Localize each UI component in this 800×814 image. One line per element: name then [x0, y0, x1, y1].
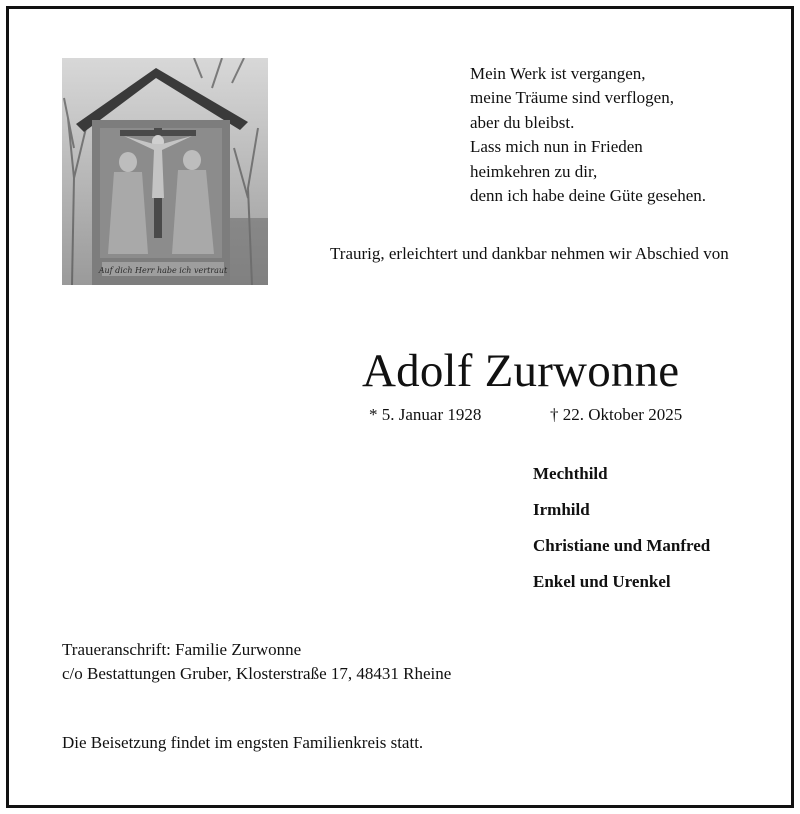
- poem-line: Lass mich nun in Frieden: [470, 137, 643, 157]
- wayside-cross-photo: [62, 58, 268, 285]
- mourner-name: Christiane und Manfred: [533, 536, 711, 555]
- mourner-name: Enkel und Urenkel: [533, 572, 671, 591]
- deceased-name: Adolf Zurwonne: [362, 345, 680, 397]
- poem: [470, 62, 706, 208]
- poem-line: heimkehren zu dir,: [470, 161, 598, 181]
- address-line: c/o Bestattungen Gruber, Klosterstraße 17, 48431 Rheine: [62, 664, 452, 683]
- mourner-name: Irmhild: [533, 500, 590, 519]
- address-line: Traueranschrift: Familie Zurwonne: [62, 640, 302, 659]
- death-date: † 22. Oktober 2025: [550, 405, 683, 424]
- mourners-list: [533, 462, 710, 606]
- poem-line: aber du bleibst.: [470, 112, 575, 132]
- poem-line: Mein Werk ist vergangen,: [470, 64, 646, 83]
- birth-date: * 5. Januar 1928: [369, 405, 482, 424]
- poem-line: meine Träume sind verflogen,: [470, 88, 674, 108]
- burial-note: Die Beisetzung findet im engsten Familienkreis statt.: [62, 733, 424, 752]
- mourning-address: [62, 638, 451, 686]
- poem-line: denn ich habe deine Güte gesehen.: [470, 186, 707, 206]
- mourner-name: Mechthild: [533, 464, 608, 483]
- farewell-intro: Traurig, erleichtert und dankbar nehmen wir Abschied von: [330, 244, 729, 263]
- svg-text:Auf dich Herr habe ich vertrau: Auf dich Herr habe ich vertraut: [98, 266, 228, 275]
- crucifixion-relief-image: [62, 58, 268, 285]
